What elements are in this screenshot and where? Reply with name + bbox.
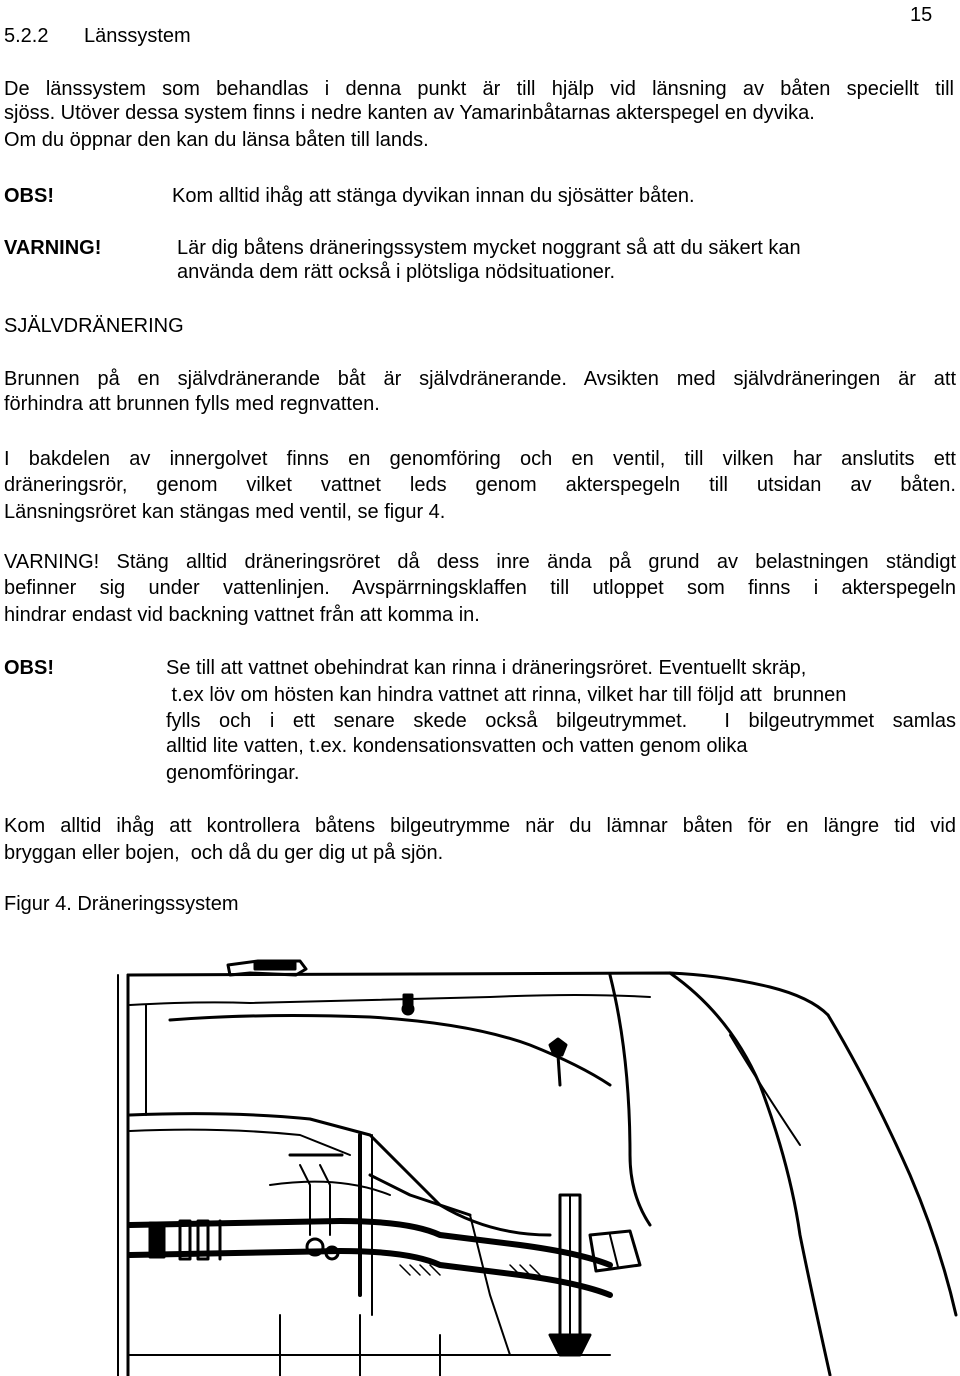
obs-text: Kom alltid ihåg att stänga dyvikan innan du sjösätter båten. — [172, 185, 695, 207]
intro-line-1: De länssystem som behandlas i denna punkt är till hjälp vid länsning av båten speciellt till — [4, 78, 954, 100]
figure-caption: Figur 4. Dräneringssystem — [4, 893, 239, 915]
subheading: SJÄLVDRÄNERING — [4, 315, 184, 337]
figure-drainage-system — [110, 935, 960, 1376]
obs2-line-2: t.ex löv om hösten kan hindra vattnet att rinna, vilket har till följd att brunnen — [166, 684, 847, 706]
para3-line-3: hindrar endast vid backning vattnet från att komma in. — [4, 604, 480, 626]
obs2-line-3: fylls och i ett senare skede också bilgeutrymmet. I bilgeutrymmet samlas — [166, 710, 956, 732]
warning-label: VARNING! — [4, 237, 102, 259]
para3-line-1: VARNING! Stäng alltid dräneringsröret då dess inre ända på grund av belastningen ständigt — [4, 551, 956, 573]
para4-line-2: bryggan eller bojen, och då du ger dig ut på sjön. — [4, 842, 444, 864]
page-number: 15 — [910, 4, 933, 26]
para2-line-2: dräneringsrör, genom vilket vattnet leds genom akterspegeln till utsidan av båten. — [4, 474, 956, 496]
obs2-line-1: Se till att vattnet obehindrat kan rinna i dräneringsröret. Eventuellt skräp, — [166, 657, 807, 679]
para1-line-1: Brunnen på en självdränerande båt är självdränerande. Avsikten med självdräneringen är att — [4, 368, 956, 390]
obs2-label: OBS! — [4, 657, 54, 679]
warning-text-line-1: Lär dig båtens dräneringssystem mycket noggrant så att du säkert kan — [177, 237, 801, 259]
obs2-line-5: genomföringar. — [166, 762, 300, 784]
para2-line-3: Länsningsröret kan stängas med ventil, se figur 4. — [4, 501, 446, 523]
para4-line-1: Kom alltid ihåg att kontrollera båtens bilgeutrymme när du lämnar båten för en längre tid vid — [4, 815, 956, 837]
intro-line-3: Om du öppnar den kan du länsa båten till lands. — [4, 129, 429, 151]
obs2-line-4: alltid lite vatten, t.ex. kondensationsvatten och vatten genom olika — [166, 735, 748, 757]
para2-line-1: I bakdelen av innergolvet finns en genomföring och en ventil, till vilken har anslutits ett — [4, 448, 956, 470]
obs-label: OBS! — [4, 185, 54, 207]
para3-line-2: befinner sig under vattenlinjen. Avspärrningsklaffen till utloppet som finns i akterspegeln — [4, 577, 956, 599]
boat-drainage-illustration-icon — [110, 935, 960, 1376]
intro-line-2: sjöss. Utöver dessa system finns i nedre kanten av Yamarinbåtarnas akterspegel en dyvika. — [4, 102, 815, 124]
section-number: 5.2.2 — [4, 25, 49, 47]
section-title: Länssystem — [84, 25, 191, 47]
warning-text-line-2: använda dem rätt också i plötsliga nödsituationer. — [177, 261, 616, 283]
para1-line-2: förhindra att brunnen fylls med regnvatten. — [4, 393, 380, 415]
